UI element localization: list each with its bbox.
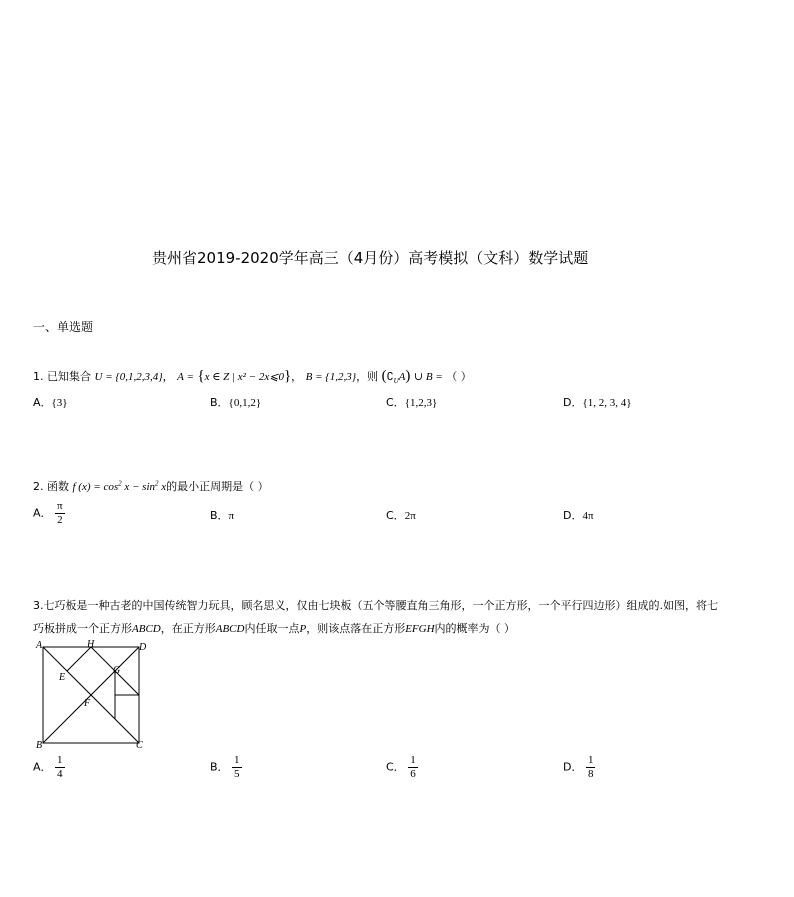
- segment-e-h: [67, 647, 91, 671]
- question-2: [33, 478, 269, 494]
- q3-option-d[interactable]: D． $\frac{1}{8}$: [563, 754, 594, 780]
- q1-option-a[interactable]: A．{3}: [33, 396, 68, 409]
- set-a-label: A =: [177, 371, 194, 383]
- point-p: P: [299, 623, 307, 635]
- page-title: 贵州省2019-2020学年高三（4月份）高考模拟（文科）数学试题: [152, 249, 589, 267]
- label-f: F: [84, 698, 91, 709]
- q3-option-b[interactable]: B． $\frac{1}{5}$: [210, 754, 240, 780]
- q3-option-c[interactable]: C． $\frac{1}{6}$: [386, 754, 416, 780]
- label-e: E: [59, 672, 66, 683]
- label-g: G: [113, 665, 121, 676]
- q1-option-b[interactable]: B．{0,1,2}: [210, 396, 262, 409]
- question-3: [33, 597, 718, 613]
- question-text: 函数: [47, 480, 69, 493]
- fraction: $\frac{\pi}{2}$: [57, 500, 63, 526]
- fraction: $\frac{1}{5}$: [234, 754, 240, 780]
- label-c: C: [136, 740, 143, 751]
- square-abcd: ABCD: [215, 623, 245, 635]
- tangram-figure: [33, 638, 153, 752]
- q2-option-b[interactable]: B．π: [210, 509, 235, 522]
- question-suffix: 的最小正周期是（ ）: [166, 480, 269, 493]
- question-number: 2.: [33, 480, 44, 493]
- complement-argument: A: [398, 371, 406, 383]
- q3-option-a[interactable]: A． $\frac{1}{4}$: [33, 754, 63, 780]
- q2-option-d[interactable]: D．4π: [563, 509, 594, 522]
- set-a-body: x ∈ Z | x² − 2x⩽0: [204, 371, 284, 383]
- question-1: 1. 已知集合 U = {0,1,2,3,4}， A = {x ∈ Z | x² − 2x⩽0}， B = {1,2,3}，则 $(∁_UA)$ ∪ B = （ ）: [33, 368, 472, 386]
- q1-option-c[interactable]: C．{1,2,3}: [386, 396, 438, 409]
- square-abcd: ABCD: [132, 623, 161, 635]
- segment-h-g: [91, 647, 115, 671]
- question-number: 3.: [33, 599, 44, 612]
- function-expression: f $(x) = \cos^2 x - \sin^2 x$: [72, 479, 167, 493]
- complement-symbol: ∁: [386, 371, 394, 383]
- complement-subscript: U: [393, 377, 399, 386]
- set-u: U = {0,1,2,3,4}: [94, 371, 163, 383]
- q2-option-c[interactable]: C．2π: [386, 509, 416, 522]
- question-then: ，则: [356, 370, 379, 383]
- label-h: H: [87, 639, 95, 650]
- square-efgh: EFGH: [405, 623, 435, 635]
- label-a: A: [36, 640, 43, 651]
- question-text: 已知集合: [47, 370, 91, 383]
- question-number: 1.: [33, 370, 44, 383]
- fraction: $\frac{1}{6}$: [410, 754, 416, 780]
- section-heading: 一、单选题: [33, 320, 94, 334]
- question-3-line-2: 巧板拼成一个正方形ABCD，在正方形ABCD内任取一点P，则该点落在正方形EFGH内的概率为（ ）: [33, 622, 516, 635]
- set-b: B = {1,2,3}: [305, 371, 357, 383]
- question-line-1: 七巧板是一种古老的中国传统智力玩具，顾名思义，仅由七块板（五个等腰直角三角形，一个正方形，一个平行四边形）组成的.如图，将七: [43, 599, 718, 612]
- union-expression: ∪ B =: [413, 371, 443, 383]
- label-d: D: [139, 642, 147, 653]
- fraction: $\frac{1}{4}$: [57, 754, 63, 780]
- label-b: B: [36, 740, 43, 751]
- q2-option-a[interactable]: A． $\frac{\pi}{2}$: [33, 500, 63, 526]
- answer-bracket: （ ）: [446, 370, 472, 383]
- fraction: $\frac{1}{8}$: [587, 754, 594, 780]
- q1-option-d[interactable]: D．{1, 2, 3, 4}: [563, 396, 632, 409]
